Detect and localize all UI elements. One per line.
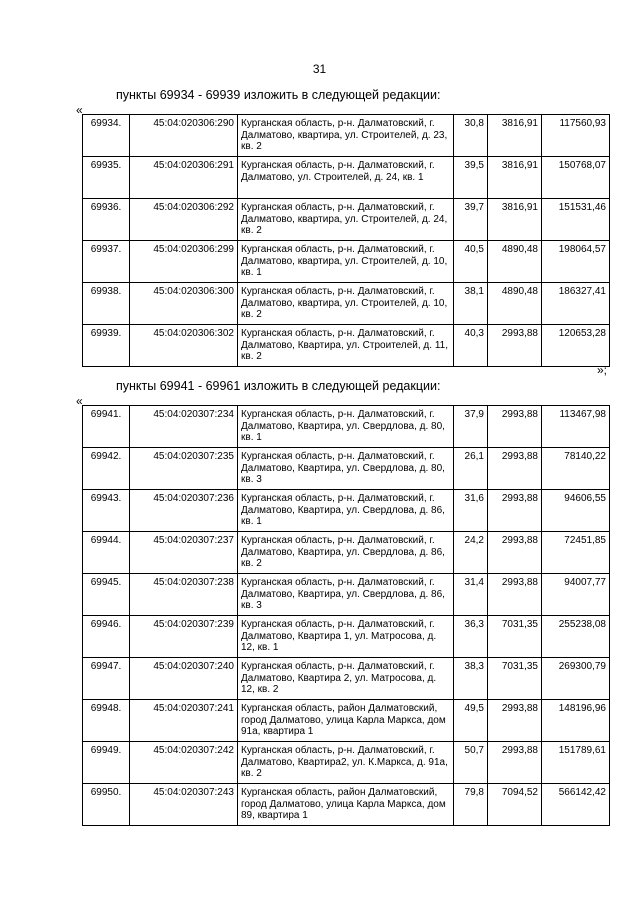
price-per-unit-cell: 2993,88 (488, 490, 542, 532)
cadastral-cost-cell: 94606,55 (542, 490, 610, 532)
address-cell: Курганская область, р-н. Далматовский, г. Далматово, Квартира, ул. Свердлова, д. 86, кв. 1 (238, 490, 454, 532)
area-cell: 31,6 (454, 490, 488, 532)
cadastral-number-cell: 45:04:020307:236 (130, 490, 238, 532)
table-row (83, 784, 610, 826)
area-cell: 38,3 (454, 658, 488, 700)
registry-table-2 (82, 405, 610, 826)
area-cell: 50,7 (454, 742, 488, 784)
row-number-cell: 69946. (83, 616, 130, 658)
table-row (83, 406, 610, 448)
price-per-unit-cell: 3816,91 (488, 115, 542, 157)
area-cell: 26,1 (454, 448, 488, 490)
row-number-cell: 69943. (83, 490, 130, 532)
cadastral-number-cell: 45:04:020306:290 (130, 115, 238, 157)
address-cell: Курганская область, р-н. Далматовский, г. Далматово, Квартира, ул. Строителей, д. 11, кв. 2 (238, 325, 454, 367)
address-cell: Курганская область, р-н. Далматовский, г. Далматово, квартира, ул. Строителей, д. 23, кв. 2 (238, 115, 454, 157)
cadastral-number-cell: 45:04:020306:299 (130, 241, 238, 283)
row-number-cell: 69948. (83, 700, 130, 742)
address-cell: Курганская область, р-н. Далматовский, г. Далматово, Квартира2, ул. К.Маркса, д. 91а, кв. 2 (238, 742, 454, 784)
cadastral-number-cell: 45:04:020306:302 (130, 325, 238, 367)
cadastral-cost-cell: 78140,22 (542, 448, 610, 490)
close-quote-1: »; (597, 363, 608, 377)
area-cell: 49,5 (454, 700, 488, 742)
address-cell: Курганская область, р-н. Далматовский, г. Далматово, Квартира, ул. Свердлова, д. 86, кв. 2 (238, 532, 454, 574)
cadastral-cost-cell: 566142,42 (542, 784, 610, 826)
address-cell: Курганская область, р-н. Далматовский, г. Далматово, ул. Строителей, д. 24, кв. 1 (238, 157, 454, 199)
row-number-cell: 69937. (83, 241, 130, 283)
row-number-cell: 69934. (83, 115, 130, 157)
row-number-cell: 69945. (83, 574, 130, 616)
registry-table-1 (82, 114, 610, 367)
row-number-cell: 69942. (83, 448, 130, 490)
cadastral-cost-cell: 198064,57 (542, 241, 610, 283)
table-row (83, 241, 610, 283)
price-per-unit-cell: 7031,35 (488, 616, 542, 658)
table-row (83, 742, 610, 784)
address-cell: Курганская область, р-н. Далматовский, г. Далматово, квартира, ул. Строителей, д. 10, кв. 1 (238, 241, 454, 283)
area-cell: 39,7 (454, 199, 488, 241)
cadastral-cost-cell: 113467,98 (542, 406, 610, 448)
cadastral-cost-cell: 151789,61 (542, 742, 610, 784)
price-per-unit-cell: 4890,48 (488, 241, 542, 283)
area-cell: 24,2 (454, 532, 488, 574)
table-row (83, 115, 610, 157)
cadastral-number-cell: 45:04:020306:300 (130, 283, 238, 325)
row-number-cell: 69938. (83, 283, 130, 325)
cadastral-number-cell: 45:04:020307:237 (130, 532, 238, 574)
price-per-unit-cell: 7094,52 (488, 784, 542, 826)
section-heading-1: пункты 69934 - 69939 изложить в следующей редакции: (116, 88, 441, 102)
address-cell: Курганская область, р-н. Далматовский, г. Далматово, Квартира 2, ул. Матросова, д. 12, кв. 2 (238, 658, 454, 700)
row-number-cell: 69949. (83, 742, 130, 784)
area-cell: 79,8 (454, 784, 488, 826)
cadastral-cost-cell: 269300,79 (542, 658, 610, 700)
cadastral-cost-cell: 120653,28 (542, 325, 610, 367)
row-number-cell: 69941. (83, 406, 130, 448)
price-per-unit-cell: 7031,35 (488, 658, 542, 700)
open-quote-2: « (76, 394, 83, 408)
table-row (83, 616, 610, 658)
price-per-unit-cell: 2993,88 (488, 406, 542, 448)
cadastral-number-cell: 45:04:020307:239 (130, 616, 238, 658)
address-cell: Курганская область, р-н. Далматовский, г. Далматово, квартира, ул. Строителей, д. 10, кв. 2 (238, 283, 454, 325)
cadastral-cost-cell: 94007,77 (542, 574, 610, 616)
area-cell: 40,3 (454, 325, 488, 367)
cadastral-cost-cell: 72451,85 (542, 532, 610, 574)
price-per-unit-cell: 2993,88 (488, 325, 542, 367)
cadastral-number-cell: 45:04:020307:243 (130, 784, 238, 826)
row-number-cell: 69935. (83, 157, 130, 199)
table-row (83, 700, 610, 742)
table-row (83, 157, 610, 199)
price-per-unit-cell: 3816,91 (488, 157, 542, 199)
price-per-unit-cell: 2993,88 (488, 574, 542, 616)
table-row (83, 658, 610, 700)
area-cell: 30,8 (454, 115, 488, 157)
address-cell: Курганская область, р-н. Далматовский, г. Далматово, Квартира, ул. Свердлова, д. 80, кв. 3 (238, 448, 454, 490)
table-row (83, 490, 610, 532)
price-per-unit-cell: 2993,88 (488, 448, 542, 490)
cadastral-number-cell: 45:04:020307:235 (130, 448, 238, 490)
cadastral-cost-cell: 151531,46 (542, 199, 610, 241)
cadastral-number-cell: 45:04:020306:292 (130, 199, 238, 241)
address-cell: Курганская область, район Далматовский, город Далматово, улица Карла Маркса, дом 91а, квартира 1 (238, 700, 454, 742)
table-row (83, 448, 610, 490)
open-quote-1: « (76, 103, 83, 117)
row-number-cell: 69947. (83, 658, 130, 700)
area-cell: 37,9 (454, 406, 488, 448)
area-cell: 36,3 (454, 616, 488, 658)
address-cell: Курганская область, р-н. Далматовский, г. Далматово, Квартира, ул. Свердлова, д. 80, кв. 1 (238, 406, 454, 448)
cadastral-number-cell: 45:04:020307:241 (130, 700, 238, 742)
area-cell: 40,5 (454, 241, 488, 283)
table-row (83, 574, 610, 616)
row-number-cell: 69950. (83, 784, 130, 826)
cadastral-number-cell: 45:04:020307:242 (130, 742, 238, 784)
area-cell: 38,1 (454, 283, 488, 325)
area-cell: 31,4 (454, 574, 488, 616)
price-per-unit-cell: 2993,88 (488, 742, 542, 784)
cadastral-number-cell: 45:04:020307:240 (130, 658, 238, 700)
page-number: 31 (312, 62, 327, 76)
price-per-unit-cell: 2993,88 (488, 700, 542, 742)
price-per-unit-cell: 3816,91 (488, 199, 542, 241)
cadastral-cost-cell: 186327,41 (542, 283, 610, 325)
cadastral-cost-cell: 117560,93 (542, 115, 610, 157)
section-heading-2: пункты 69941 - 69961 изложить в следующей редакции: (116, 379, 441, 393)
cadastral-cost-cell: 150768,07 (542, 157, 610, 199)
address-cell: Курганская область, район Далматовский, город Далматово, улица Карла Маркса, дом 89, квартира 1 (238, 784, 454, 826)
row-number-cell: 69936. (83, 199, 130, 241)
table-row (83, 283, 610, 325)
area-cell: 39,5 (454, 157, 488, 199)
cadastral-number-cell: 45:04:020307:234 (130, 406, 238, 448)
cadastral-number-cell: 45:04:020306:291 (130, 157, 238, 199)
table-row (83, 325, 610, 367)
price-per-unit-cell: 2993,88 (488, 532, 542, 574)
address-cell: Курганская область, р-н. Далматовский, г. Далматово, квартира, ул. Строителей, д. 24, кв. 2 (238, 199, 454, 241)
table-row (83, 199, 610, 241)
cadastral-number-cell: 45:04:020307:238 (130, 574, 238, 616)
address-cell: Курганская область, р-н. Далматовский, г. Далматово, Квартира, ул. Свердлова, д. 86, кв. 3 (238, 574, 454, 616)
cadastral-cost-cell: 255238,08 (542, 616, 610, 658)
row-number-cell: 69939. (83, 325, 130, 367)
row-number-cell: 69944. (83, 532, 130, 574)
cadastral-cost-cell: 148196,96 (542, 700, 610, 742)
table-row (83, 532, 610, 574)
price-per-unit-cell: 4890,48 (488, 283, 542, 325)
address-cell: Курганская область, р-н. Далматовский, г. Далматово, Квартира 1, ул. Матросова, д. 12, кв. 1 (238, 616, 454, 658)
